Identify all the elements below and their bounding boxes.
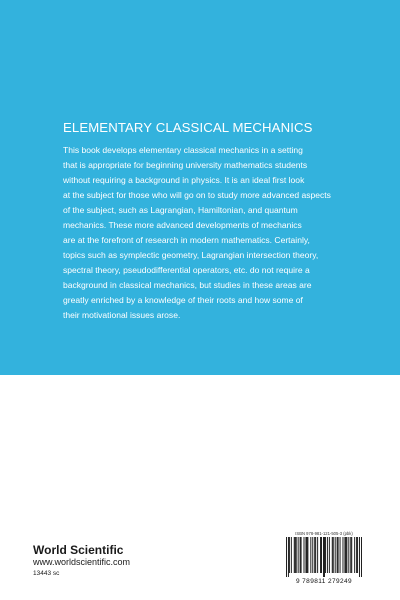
barcode-bar — [348, 537, 349, 573]
description-line: of the subject, such as Lagrangian, Hamiltonian, and quantum — [63, 205, 298, 215]
isbn-barcode — [281, 531, 367, 587]
publisher-name: World Scientific — [33, 543, 124, 557]
catalog-code: 13443 sc — [33, 570, 60, 577]
barcode-bar — [315, 537, 316, 573]
barcode-bar — [298, 537, 299, 573]
description-line: topics such as symplectic geometry, Lagrangian intersection theory, — [63, 250, 319, 260]
barcode-bar — [332, 537, 333, 573]
description-line: their motivational issues arose. — [63, 310, 181, 320]
barcode-bar — [304, 537, 305, 573]
barcode-digits: 9 789811 279249 — [295, 578, 353, 585]
barcode-bar — [289, 537, 290, 573]
barcode-bar — [314, 537, 315, 573]
description-line: are at the forefront of research in modern mathematics. Certainly, — [63, 235, 310, 245]
barcode-bar — [294, 537, 295, 573]
barcode-bar — [320, 537, 321, 573]
barcode-bar — [346, 537, 347, 573]
barcode-bar — [286, 537, 287, 577]
description-line: that is appropriate for beginning university mathematics students — [63, 160, 308, 170]
barcode-bar — [351, 537, 352, 573]
barcode-bar — [356, 537, 357, 573]
barcode-bar — [296, 537, 297, 573]
barcode-bar — [327, 537, 328, 573]
barcode-bar — [291, 537, 292, 573]
description-line: without requiring a background in physics. It is an ideal first look — [63, 175, 305, 185]
barcode-bar — [340, 537, 341, 573]
description-line: greatly enriched by a knowledge of their roots and how some of — [63, 295, 303, 305]
barcode-bar — [300, 537, 301, 573]
barcode-bar — [321, 537, 322, 573]
barcode-bar — [307, 537, 308, 573]
barcode-bar — [325, 537, 326, 573]
barcode-bar — [323, 537, 324, 577]
barcode-bar — [310, 537, 311, 573]
barcode-bar — [337, 537, 338, 573]
barcode-bar — [335, 537, 336, 573]
description-line: spectral theory, pseudodifferential operators, etc. do not require a — [63, 265, 310, 275]
description-line: at the subject for those who will go on to study more advanced aspects — [63, 190, 331, 200]
description-line: mechanics. These more advanced developments of mechanics — [63, 220, 302, 230]
barcode-bar — [350, 537, 351, 573]
barcode-bar — [343, 537, 344, 573]
barcode-bar — [295, 537, 296, 573]
description-line: background in classical mechanics, but studies in these areas are — [63, 280, 312, 290]
barcode-bar — [301, 537, 302, 573]
barcode-bar — [354, 537, 355, 573]
barcode-bar — [359, 537, 360, 577]
barcode-bar — [324, 537, 325, 577]
barcode-bar — [305, 537, 306, 573]
barcode-bar — [333, 537, 334, 573]
barcode-bar — [345, 537, 346, 573]
description-line: This book develops elementary classical mechanics in a setting — [63, 145, 303, 155]
isbn-label: ISBN 978-981-121-505-3 (pbk) — [295, 531, 353, 536]
barcode-bar — [329, 537, 330, 573]
barcode-bar — [338, 537, 339, 573]
barcode-bar — [306, 537, 307, 573]
book-title: ELEMENTARY CLASSICAL MECHANICS — [63, 120, 313, 135]
publisher-block — [33, 543, 130, 578]
barcode-bars — [286, 537, 362, 577]
barcode-bar — [312, 537, 313, 573]
barcode-bar — [317, 537, 318, 573]
barcode-bar — [357, 537, 358, 573]
barcode-bar — [288, 537, 289, 577]
book-description — [63, 143, 339, 323]
publisher-url: www.worldscientific.com — [33, 557, 131, 567]
barcode-bar — [361, 537, 362, 577]
barcode-bar — [344, 537, 345, 573]
